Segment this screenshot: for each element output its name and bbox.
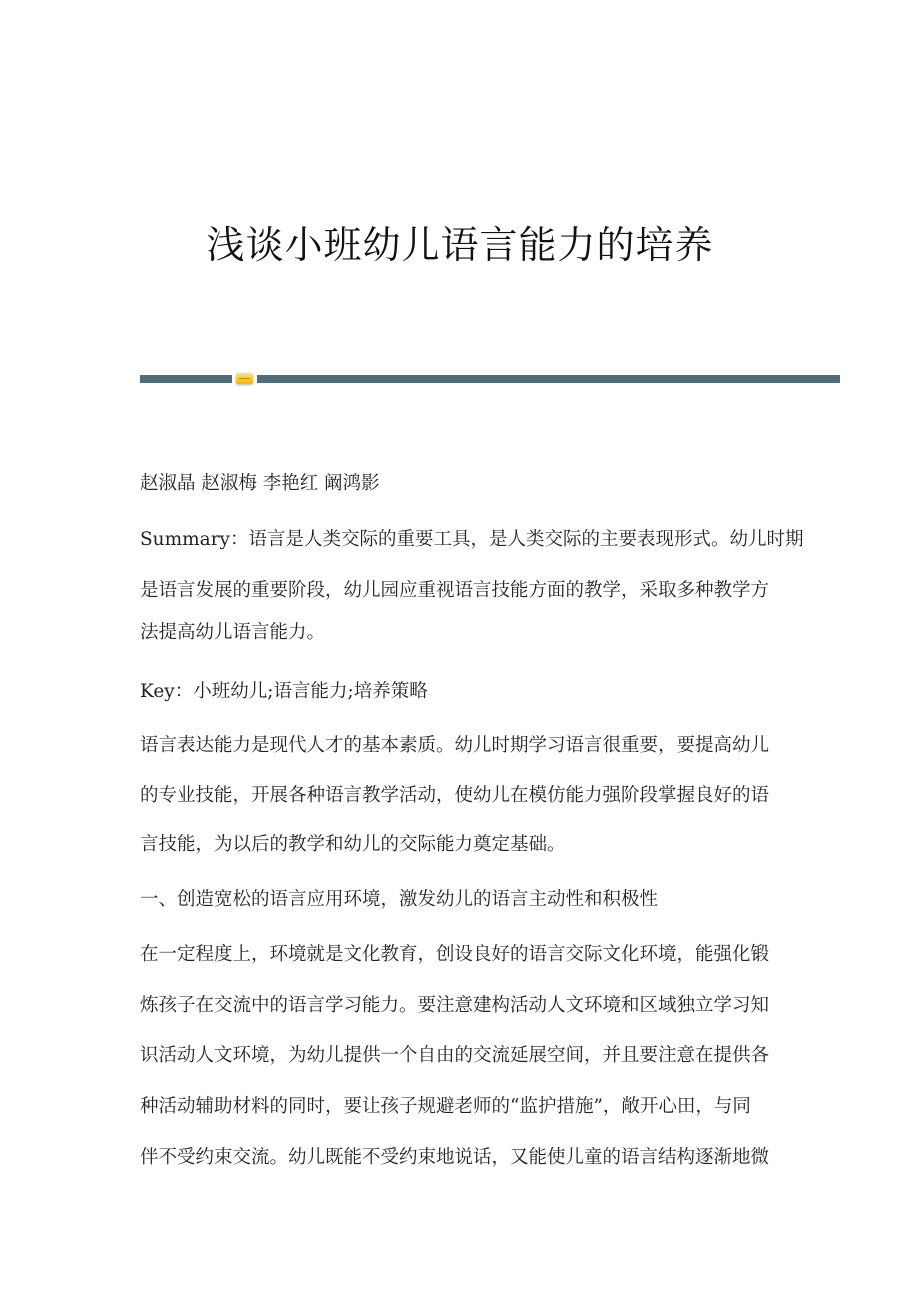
paragraph-line: 的专业技能，开展各种语言教学活动，使幼儿在模仿能力强阶段掌握良好的语 bbox=[140, 785, 770, 806]
document-title: 浅谈小班幼儿语言能力的培养 bbox=[206, 223, 714, 267]
divider-right-bar bbox=[257, 375, 840, 383]
divider-left-bar bbox=[140, 375, 232, 383]
keywords: Key：小班幼儿;语言能力;培养策略 bbox=[140, 681, 428, 702]
paragraph-line: 炼孩子在交流中的语言学习能力。要注意建构活动人文环境和区域独立学习知 bbox=[140, 995, 770, 1016]
section-heading: 一、创造宽松的语言应用环境，激发幼儿的语言主动性和积极性 bbox=[140, 889, 659, 910]
paragraph-line: 伴不受约束交流。幼儿既能不受约束地说话，又能使儿童的语言结构逐渐地微 bbox=[140, 1147, 770, 1168]
paragraph-line: 在一定程度上，环境就是文化教育，创设良好的语言交际文化环境，能强化锻 bbox=[140, 944, 770, 965]
summary-line: Summary：语言是人类交际的重要工具，是人类交际的主要表现形式。幼儿时期 bbox=[140, 529, 804, 550]
authors: 赵淑晶 赵淑梅 李艳红 阚鸿影 bbox=[140, 473, 380, 494]
paragraph-line: 种活动辅助材料的同时，要让孩子规避老师的“监护措施”，敞开心田，与同 bbox=[140, 1096, 751, 1117]
paragraph-line: 语言表达能力是现代人才的基本素质。幼儿时期学习语言很重要，要提高幼儿 bbox=[140, 735, 770, 756]
paragraph-line: 言技能，为以后的教学和幼儿的交际能力奠定基础。 bbox=[140, 834, 566, 855]
paragraph-line: 识活动人文环境，为幼儿提供一个自由的交流延展空间，并且要注意在提供各 bbox=[140, 1045, 770, 1066]
divider-ornament-icon bbox=[236, 373, 253, 384]
summary-line: 是语言发展的重要阶段，幼儿园应重视语言技能方面的教学，采取多种教学方 bbox=[140, 580, 770, 601]
summary-line: 法提高幼儿语言能力。 bbox=[140, 622, 326, 643]
